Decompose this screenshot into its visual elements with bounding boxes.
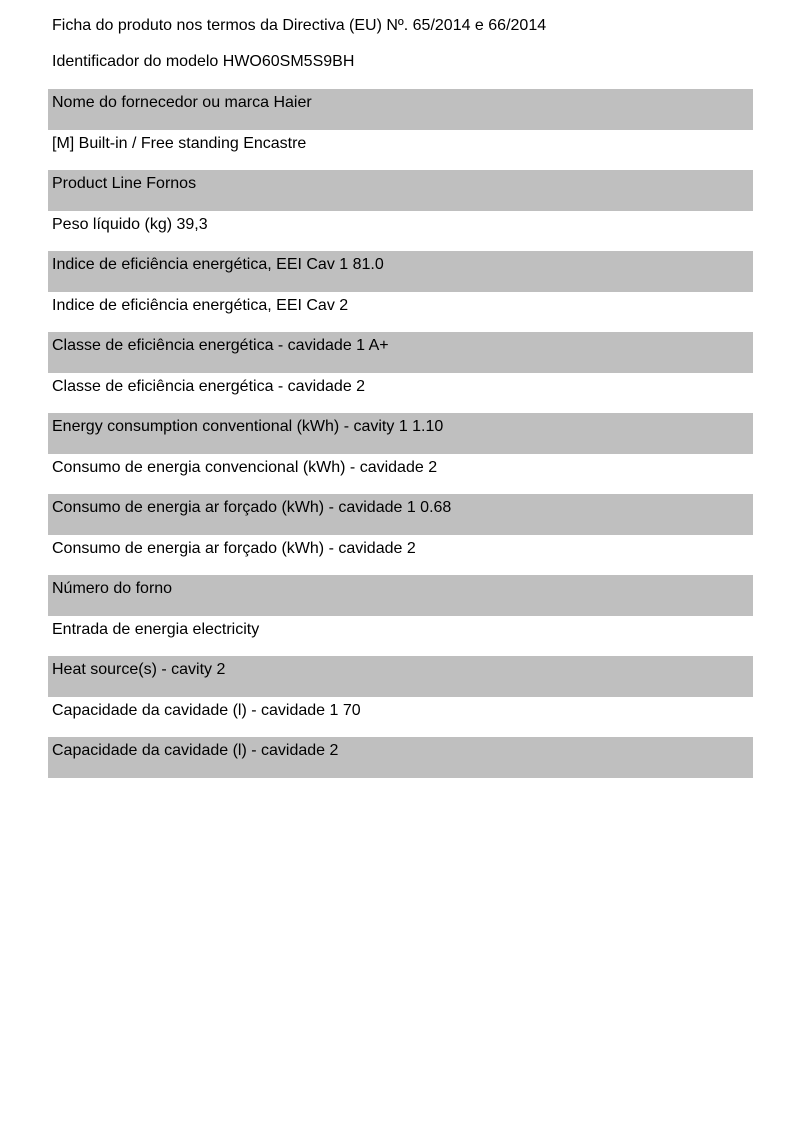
product-spec-table bbox=[48, 89, 753, 778]
spec-row: Classe de eficiência energética - cavidade 1 A+ bbox=[48, 332, 753, 373]
model-identifier: Identificador do modelo HWO60SM5S9BH bbox=[52, 53, 355, 70]
spec-row: Entrada de energia electricity bbox=[48, 616, 753, 657]
spec-row: Capacidade da cavidade (l) - cavidade 2 bbox=[48, 737, 753, 778]
spec-row: Energy consumption conventional (kWh) - cavity 1 1.10 bbox=[48, 413, 753, 454]
spec-row: Consumo de energia ar forçado (kWh) - cavidade 2 bbox=[48, 535, 753, 576]
spec-row: Nome do fornecedor ou marca Haier bbox=[48, 89, 753, 130]
spec-row: Peso líquido (kg) 39,3 bbox=[48, 211, 753, 252]
spec-row: Product Line Fornos bbox=[48, 170, 753, 211]
spec-row: Heat source(s) - cavity 2 bbox=[48, 656, 753, 697]
spec-row: Capacidade da cavidade (l) - cavidade 1 70 bbox=[48, 697, 753, 738]
spec-row: Classe de eficiência energética - cavidade 2 bbox=[48, 373, 753, 414]
document-title: Ficha do produto nos termos da Directiva (EU) Nº. 65/2014 e 66/2014 bbox=[52, 17, 547, 34]
spec-row: Consumo de energia ar forçado (kWh) - cavidade 1 0.68 bbox=[48, 494, 753, 535]
spec-row: Indice de eficiência energética, EEI Cav 1 81.0 bbox=[48, 251, 753, 292]
spec-row: Consumo de energia convencional (kWh) - cavidade 2 bbox=[48, 454, 753, 495]
spec-row: Indice de eficiência energética, EEI Cav 2 bbox=[48, 292, 753, 333]
spec-row: Número do forno bbox=[48, 575, 753, 616]
spec-row: [M] Built-in / Free standing Encastre bbox=[48, 130, 753, 171]
